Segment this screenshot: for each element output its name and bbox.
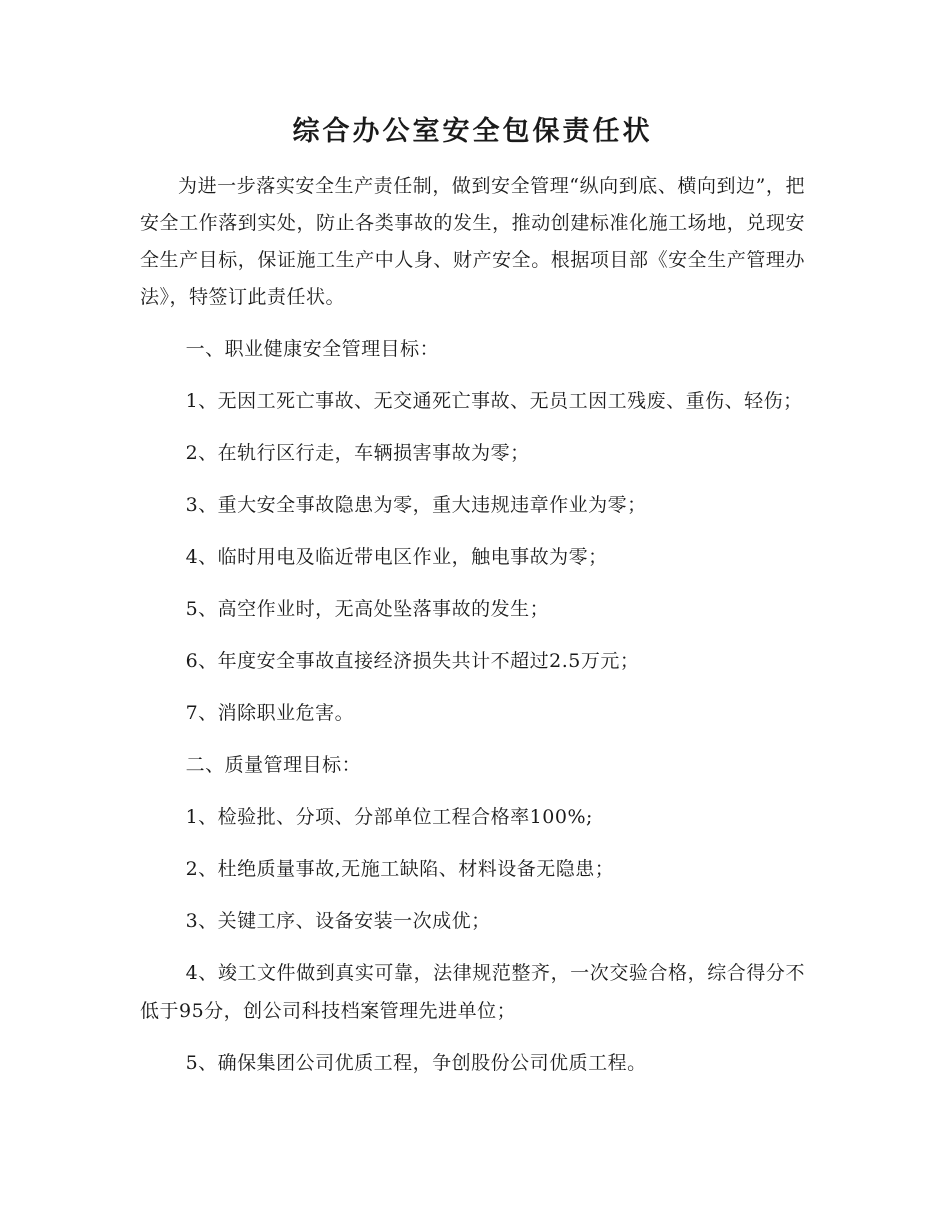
section-heading-safety: 一、职业健康安全管理目标：	[185, 338, 440, 360]
safety-goal-item: 2、在轨行区行走，车辆损害事故为零；	[185, 442, 530, 464]
document-page	[140, 110, 805, 1096]
safety-goal-item: 7、消除职业危害。	[185, 702, 355, 724]
quality-goal-item: 3、关键工序、设备安装一次成优；	[185, 910, 491, 932]
quality-goal-item: 5、确保集团公司优质工程，争创股份公司优质工程。	[185, 1052, 647, 1074]
document-title: 综合办公室安全包保责任状	[292, 116, 653, 147]
quality-goal-item: 4、竣工文件做到真实可靠，法律规范整齐，一次交验合格，综合得分不低于95分，创公司科技档案管理先进单位；	[140, 962, 805, 1022]
safety-goal-item: 5、高空作业时，无高处坠落事故的发生；	[185, 598, 550, 620]
section-heading-quality: 二、质量管理目标：	[185, 754, 362, 776]
quality-goal-item: 2、杜绝质量事故,无施工缺陷、材料设备无隐患；	[185, 858, 615, 880]
quality-goal-item: 1、检验批、分项、分部单位工程合格率100%;	[185, 806, 593, 828]
safety-goal-item: 1、无因工死亡事故、无交通死亡事故、无员工因工残废、重伤、轻伤；	[185, 390, 803, 412]
safety-goal-item: 4、临时用电及临近带电区作业，触电事故为零；	[185, 546, 608, 568]
safety-goal-item: 3、重大安全事故隐患为零，重大违规违章作业为零；	[185, 494, 647, 516]
safety-goal-item: 6、年度安全事故直接经济损失共计不超过2.5万元；	[185, 650, 640, 672]
intro-paragraph: 为进一步落实安全生产责任制，做到安全管理“纵向到底、横向到边”，把安全工作落到实处，防止各类事故的发生，推动创建标准化施工场地，兑现安全生产目标，保证施工生产中人身、财产安全。根据项目部《安全生产管理办法》，特签订此责任状。	[140, 175, 805, 308]
